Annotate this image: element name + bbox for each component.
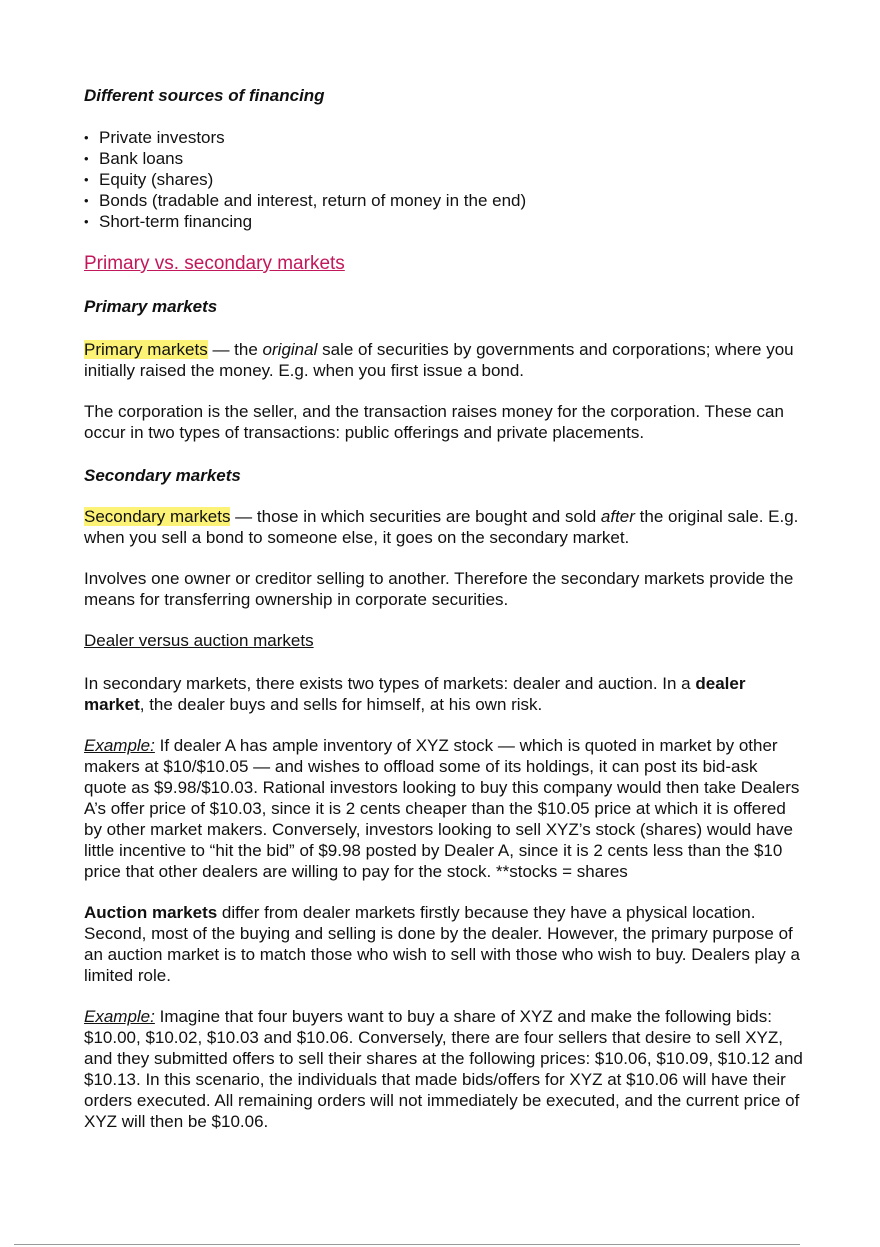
secondary-paragraph: Involves one owner or creditor selling to another. Therefore the secondary markets provide the means for transferring ownership in corporate securities. — [84, 569, 794, 609]
footer-divider — [14, 1244, 800, 1245]
bullet-icon: • — [84, 214, 89, 229]
secondary-term-highlight: Secondary markets — [84, 507, 231, 526]
list-item: • Bank loans — [84, 149, 184, 168]
dealer-subheading: Dealer versus auction markets — [84, 631, 314, 650]
example-label: Example: — [84, 1007, 155, 1026]
bullet-icon: • — [84, 193, 89, 208]
primary-definition: Primary markets — the original sale of securities by governments and corporations; where you initially raised the money. E.g. when you first issue a bond. — [84, 340, 794, 380]
primary-heading: Primary markets — [84, 297, 218, 316]
example-label: Example: — [84, 736, 155, 755]
list-item: • Bonds (tradable and interest, return of money in the end) — [84, 191, 527, 210]
auction-example: Example: Imagine that four buyers want to buy a share of XYZ and make the following bids: $10.00, $10.02, $10.03 and $10.06. Conversely, there are four sellers that desire to sell XYZ, and they submitted offers to sell their shares at the following prices: $10.06, $10.09, $10.12 and $10.13. In this scenario, the individuals that made bids/offers for XYZ at $10.06 will have their orders executed. All remaining orders will not immediately be executed, and the current price of XYZ will then be $10.06. — [84, 1007, 803, 1131]
secondary-definition: Secondary markets — those in which securities are bought and sold after the original sale. E.g. when you sell a bond to someone else, it goes on the secondary market. — [84, 507, 799, 547]
financing-list — [84, 127, 804, 232]
financing-heading: Different sources of financing — [84, 86, 325, 105]
bullet-icon: • — [84, 172, 89, 187]
secondary-heading: Secondary markets — [84, 466, 241, 485]
bullet-icon: • — [84, 130, 89, 145]
auction-paragraph: Auction markets differ from dealer markets firstly because they have a physical location. Second, most of the buying and selling is done by the dealer. However, the primary purpose of an auction market is to match those who wish to sell with those who wish to buy. Dealers play a limited role. — [84, 903, 800, 985]
bullet-icon: • — [84, 151, 89, 166]
list-item: • Short-term financing — [84, 212, 253, 231]
section-title: Primary vs. secondary markets — [84, 253, 345, 274]
list-item: • Private investors — [84, 128, 225, 147]
primary-paragraph: The corporation is the seller, and the transaction raises money for the corporation. These can occur in two types of transactions: public offerings and private placements. — [84, 402, 784, 442]
dealer-example: Example: If dealer A has ample inventory of XYZ stock — which is quoted in market by other makers at $10/$10.05 — and wishes to offload some of its holdings, it can post its bid-ask quote as $9.98/$10.03. Rational investors looking to buy this company would then take Dealers A’s offer price of $10.03, since it is 2 cents cheaper than the $10.05 price at which it is offered by other market makers. Conversely, investors looking to sell XYZ’s stock (shares) would have little incentive to “hit the bid” of $9.98 posted by Dealer A, since it is 2 cents less than the $10 price that other dealers are willing to pay for the stock. **stocks = shares — [84, 736, 800, 881]
list-item: • Equity (shares) — [84, 170, 214, 189]
dealer-intro: In secondary markets, there exists two types of markets: dealer and auction. In a dealer market, the dealer buys and sells for himself, at his own risk. — [84, 674, 746, 714]
document-page — [84, 85, 804, 1132]
primary-term-highlight: Primary markets — [84, 340, 208, 359]
